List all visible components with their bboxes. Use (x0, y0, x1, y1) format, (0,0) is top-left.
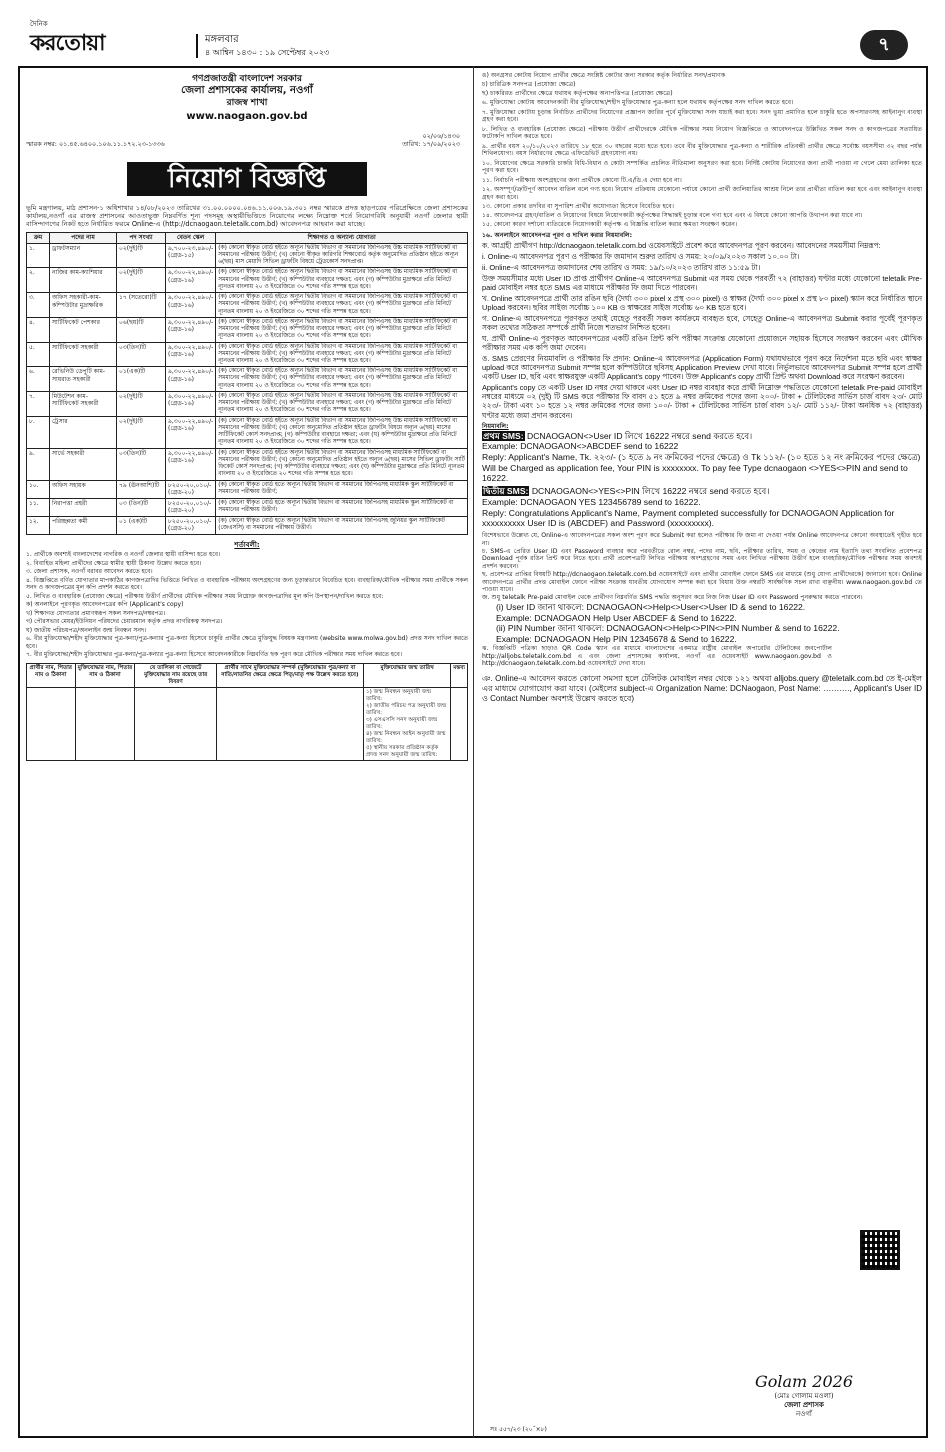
job-scale-cell: ৮২৫০-২০,০১০/- (গ্রেড-২০) (166, 480, 216, 498)
qr-info: ঝ. বিজ্ঞপ্তিটি পত্রিকা ছাড়াও QR Code স্ক্যান এর মাধ্যমে বাংলাদেশের একমাত্র রাষ্ট্রীয় মোবাইল অপারেটর টেলিটকের জবপোর্টাল http://alljobs.teletalk.com.bd এ এবং জেলা প্রশাসকের কার্যালয়, নওগাঁ এর ওয়েবসাইট www.naogaon.gov.bd ও http://dcnaogaon.teletalk.com.bd ওয়েবসাইটে দেখা যাবে। (482, 644, 832, 668)
job-qual-cell: (ক) কোনো স্বীকৃত বোর্ড হইতে অন্যূন দ্বিতীয় বিভাগ বা সমমানের জিপিএসহ উচ্চ মাধ্যমিক সার্টিফিকেট বা সমমানের পরীক্ষায় উত্তীর্ণ; (খ) কম্পিউটার ব্যবহারে দক্ষতা; এবং (গ) কম্পিউটার মুদ্রাক্ষরে প্রতি মিনিটে ন্যূনতম বাংলায় ২০ ও ইংরেজিতে ৩০ শব্দের গতি সম্পন্ন হতে হবে। (216, 391, 468, 416)
gov-title: গণপ্রজাতন্ত্রী বাংলাদেশ সরকার (192, 74, 302, 84)
job-count-cell: ০২(দুই)টি (117, 391, 166, 416)
condition-item: ৬. বীর মুক্তিযোদ্ধা/শহীদ মুক্তিযোদ্ধার পুত্র-কন্যা/পুত্র-কন্যার পুত্র-কন্যা হিসেবে চাকুরি প্রার্থীর ক্ষেত্রে মুক্তিযুদ্ধ বিষয়ক মন্ত্রণালয় (website www.molwa.gov.bd) প্রদত্ত সনদ দাখিল করতে হবে। (26, 635, 468, 650)
job-row (27, 293, 468, 318)
job-post-cell: সার্ভে সহকারী (50, 448, 117, 480)
online-item: ঙ. SMS প্রেরণের নিয়মাবলি ও পরীক্ষার ফি প্রদান: Online-এ আবেদনপত্র (Application Form) যথাযথভাবে পূরণ করে নির্দেশনা মতে ছবি এবং স্বাক্ষর upload করে আবেদনপত্র Submit সম্পন্ন হলে কম্পিউটারে ছবিসহ Application Preview দেখা যাবে। নির্ভুলভাবে আবেদনপত্র Submit সম্পন্ন হলে প্রার্থী একটি User ID, ছবি এবং স্বাক্ষরযুক্ত একটি Applicant's copy পাবেন। উক্ত Applicant's copy প্রার্থী প্রিন্ট অথবা Download করে সংরক্ষণ করবেন। (482, 353, 922, 381)
online-item: ঘ. প্রার্থী Online-এ পূরণকৃত আবেদনপত্রের একটি রঙিন প্রিন্ট কপি পরীক্ষা সংক্রান্ত যেকোনো প্রয়োজনে সহায়ক হিসেবে সংরক্ষণ করবেন এবং মৌখিক পরীক্ষার সময় এক কপি জমা দেবেন। (482, 333, 922, 352)
job-count-cell: ০৩(তিন)টি (117, 342, 166, 367)
page-number-badge: ৭ (860, 30, 908, 60)
job-row (27, 317, 468, 342)
job-row (27, 516, 468, 534)
online-item: গ. Online-এ আবেদনপত্রে পূরণকৃত তথ্যই যেহেতু পরবর্তী সকল কার্যক্রমে ব্যবহৃত হবে, সেহেতু Online-এ আবেদনপত্র Submit করার পূর্বেই পূরণকৃত সকল তথ্যের সঠিকতা সম্পর্কে প্রার্থী নিজে শতভাগ নিশ্চিত হবেন। (482, 313, 922, 332)
condition-item: ৩. জেলা প্রশাসক, নওগাঁ বরাবর আবেদন করতে হবে। (26, 568, 153, 576)
condition-item: খ) শিক্ষাগত যোগ্যতার প্রমাণস্বরূপ সকল সনদপত্র/নম্বরপত্র। (26, 609, 166, 617)
freedom-fighter-table: প্রার্থীর নাম, পিতার নাম ও ঠিকানা মুক্তিযোদ্ধার নাম, পিতার নাম ও ঠিকানা যে তালিকা বা গেজেটে মুক্তিযোদ্ধার নাম রয়েছে তার বিবরণ প্রার্থীর সাথে মুক্তিযোদ্ধার সম্পর্ক (মুক্তিযোদ্ধার পুত্র/কন্যা বা নাতি/নাতনির ক্ষেত্রে ক্ষেত্রে পিতৃ/মাতৃ পক্ষ উল্লেখ করতে হবে) মুক্তিযোদ্ধার জন্ম তারিখ মন্তব্য ১) জন্ম নিবন্ধন অনুযায়ী জন্ম তারিখ: ২) জাতীয় পরিচয় পত্র অনুযায়ী জন্ম তারিখ: ৩) এসএসসি সনদ অনুযায়ী জন্ম তারিখ: ৪) জন্ম নিবন্ধন আইন অনুযায়ী জন্ম তারিখ: ৫) স্থানীয় সরকার প্রতিষ্ঠান কর্তৃক প্রদত্ত সনদ অনুযায়ী জন্ম তারিখ: (26, 663, 468, 761)
job-scale-cell: ৯,৩০০-২২,৪৯০/- (গ্রেড-১৬) (166, 342, 216, 367)
job-scale-cell: ৯,৩০০-২২,৪৯০/- (গ্রেড-১৬) (166, 416, 216, 448)
memo-reference: স্মারক নম্বর: ০১.৪৫.৬৪০০.১০৬.১১.১৭২.২৩-১৩৩৬ (26, 139, 165, 148)
job-qual-cell: (ক) কোনো স্বীকৃত বোর্ড হইতে অন্যূন দ্বিতীয় বিভাগ বা সমমানের জিপিএসহ উচ্চ মাধ্যমিক সার্টিফিকেট বা সমমানের পরীক্ষায় উত্তীর্ণ; (খ) কোনো অনুমোদিত প্রতিষ্ঠান হইতে ড্রাফটিং বিষয়ে অন্যূন ৬(ছয়) মাসের সার্টিফিকেট কোর্স সনদপ্রাপ্ত; (গ) কম্পিউটার ব্যবহারে দক্ষতা; এবং (ঘ) কম্পিউটার মুদ্রাক্ষরে প্রতি মিনিটে ন্যূনতম বাংলায় ২০ ও ইংরেজিতে ৩০ শব্দের গতি সম্পন্ন হতে হবে। (216, 416, 468, 448)
job-row (27, 480, 468, 498)
job-no-cell: ৩. (27, 293, 50, 318)
masthead-small: দৈনিক (30, 20, 48, 28)
instruction-item: ৮. লিখিত ও ব্যবহারিক (প্রযোজ্য ক্ষেত্রে) পরীক্ষায় উত্তীর্ণ প্রার্থীদেরকে মৌখিক পরীক্ষার সময় নিয়োগ বিজ্ঞপ্তিতে ও আবেদনপত্রে উল্লিখিত সকল সনদ ও কাগজপত্রের সত্যায়িত ফটোকপি দাখিল করতে হবে। (482, 125, 922, 141)
job-qual-cell: (ক) কোনো স্বীকৃত বোর্ড হইতে অন্যূন দ্বিতীয় বিভাগ বা সমমানের জিপিএসহ উচ্চ মাধ্যমিক সার্টিফিকেট বা সমমানের পরীক্ষায় উত্তীর্ণ; (খ) কম্পিউটার ব্যবহারে দক্ষতা; এবং (গ) কম্পিউটার মুদ্রাক্ষরে প্রতি মিনিটে ন্যূনতম বাংলায় ২০ ও ইংরেজিতে ৩০ শব্দের গতি সম্পন্ন হতে হবে। (216, 268, 468, 293)
newspaper-header (0, 0, 945, 60)
job-row (27, 448, 468, 480)
contact-info: ঞ. Online-এ আবেদন করতে কোনো সমস্যা হলে টেলিটক মোবাইল নম্বর থেকে ১২১ অথবা alljobs.query @teletalk.com.bd তে ই-মেইল এর মাধ্যমে যোগাযোগ করা যাবে। (মেইলের subject-এ Organization Name: DCNaogaon, Post Name: ………., Applicant's User ID ও Contact Number অবশ্যই উল্লেখ করতে হবে) (482, 674, 922, 704)
signature-block: Golam 2026 (মোঃ গোলাম মওলা) জেলা প্রশাসক নওগাঁ (744, 1372, 864, 1418)
dob-item: ৩) এসএসসি সনদ অনুযায়ী জন্ম তারিখ: (365, 716, 438, 730)
jobs-table (26, 232, 468, 534)
dob-item: ৪) জন্ম নিবন্ধন আইন অনুযায়ী জন্ম তারিখ: (365, 730, 446, 744)
job-qual-cell: (ক) কোনো স্বীকৃত বোর্ড হতে অন্যূন দ্বিতীয় বিভাগ বা সমমানের জিপিএসহ মাধ্যমিক স্কুল সার্টিফিকেট বা সমমানের পরীক্ষায় উত্তীর্ণ; (216, 480, 468, 498)
job-count-cell: ০২(দুই)টি (117, 268, 166, 293)
instructions-list (482, 72, 922, 230)
condition-item: ২. বিবাহিত মহিলা প্রার্থীদের ক্ষেত্রে স্বামীর স্থায়ী ঠিকানা উল্লেখ করতে হবে। (26, 559, 202, 567)
condition-item: ৪. বিজ্ঞপ্তিতে বর্ণিত যোগ্যতার মাপকাঠির কাগজপত্রাদির ভিত্তিতে লিখিত ও ব্যবহারিক পরীক্ষায় অংশগ্রহণের জন্য চূড়ান্তভাবে বিবেচিত হবে। ব্যবহারিক/মৌখিক পরীক্ষার সময় প্রার্থীকে সকল সনদ ও কাগজপত্রের মূল কপি প্রদর্শন করতে হবে। (26, 576, 468, 592)
job-count-cell: ০৩ (তিন)টি (117, 498, 166, 516)
job-row (27, 342, 468, 367)
conditions-title: শর্তাবলী: (234, 540, 260, 549)
job-no-cell: ১০. (27, 480, 50, 498)
instruction-item: ১১. নির্বাচনি পরীক্ষায় অংশগ্রহণের জন্য প্রার্থীকে কোনো টি.এ/ডি.এ দেয়া হবে না। (482, 176, 682, 184)
admit-card-notice: ছ. প্রবেশপত্র প্রাপ্তির বিষয়টি http://dcnaogaon.teletalk.com.bd ওয়েবসাইটে এবং প্রার্থীর মোবাইল ফোনে SMS এর মাধ্যমে (শুধু যোগ্য প্রার্থীদেরকে) জানানো হবে। Online আবেদনপত্রে প্রার্থীর প্রদত্ত মোবাইল ফোনে পরীক্ষা সংক্রান্ত যাবতীয় যোগাযোগ সম্পন্ন করা হবে বিধায় উক্ত নম্বরটি সার্বক্ষণিক সচল রাখা বাঞ্ছনীয়। www.naogaon.gov.bd তে পাওয়া যাবে। (482, 570, 922, 594)
masthead: দৈনিক করতোয়া (30, 20, 105, 56)
dob-item: ২) জাতীয় পরিচয় পত্র অনুযায়ী জন্ম তারিখ: (365, 702, 447, 716)
instruction-item: ৭. মুক্তিযোদ্ধা কোটায় চূড়ান্ত নির্বাচিত প্রার্থীদের নিয়োগের প্রজ্ঞাপন জারির পূর্বে মুক্তিযোদ্ধা সনদ যাচাই করা হবে। সনদ ভুয়া প্রমাণিত হলে চাকুরি হতে অপসারণসহ আইনানুগ ব্যবস্থা গ্রহণ করা হবে। (482, 108, 922, 124)
instruction-item: ঙ) অনগ্রসর কোটায় নিয়োগ প্রার্থীর ক্ষেত্রে সংশ্লিষ্ট কোটার জন্য সরকার কর্তৃক নির্ধারিত সনদ/প্রমাণক (482, 71, 726, 79)
job-count-cell: ০২(দুই)টি (117, 416, 166, 448)
rules-title: নিয়মাবলি: (482, 422, 509, 430)
job-post-cell: অফিস সহায়ক (50, 480, 117, 498)
job-row (27, 416, 468, 448)
online-item: ii. Online-এ আবেদনপত্র জমাদানের শেষ তারিখ ও সময়: ১৯/১০/২০২৩ তারিখ রাত ১১:৫৯ টা। (482, 262, 761, 272)
job-post-cell: নাজির কাম-ক্যাশিয়ার (50, 268, 117, 293)
header-divider (196, 34, 198, 58)
job-post-cell: অফিস সহকারী-কাম-কম্পিউটার মুদ্রাক্ষরিক (50, 293, 117, 318)
job-count-cell: ০৬(ছয়)টি (117, 317, 166, 342)
condition-item: ক) অনলাইনে পূরণকৃত আবেদনপত্রের কপি (Applicant's copy) (26, 601, 184, 609)
job-post-cell: নিরাপত্তা প্রহরী (50, 498, 117, 516)
job-count-cell: ১৭ (সতেরো)টি (117, 293, 166, 318)
instruction-item: ১০. নিয়োগের ক্ষেত্রে সরকারি চাকরি বিধি-বিধান ও কোটা সম্পর্কিত প্রচলিত নীতিমালা অনুসরণ করা হবে। নির্দিষ্ট কোটায় নিয়োগের জন্য প্রার্থী পাওয়া না গেলে মেধা তালিকা হতে পূরণ করা হবে। (482, 159, 922, 175)
header-date: ৪ আশ্বিন ১৪৩০ : ১৯ সেপ্টেম্বর ২০২৩ (205, 48, 330, 57)
job-row (27, 391, 468, 416)
job-row (27, 367, 468, 392)
condition-item: গ) পৌরসভার মেয়র/ইউনিয়ন পরিষদের চেয়ারম্যান কর্তৃক প্রদত্ত নাগরিকত্ব সনদপত্র। (26, 618, 223, 626)
recovery-commands: (i) User ID জানা থাকলে: DCNAOGAON<>Help<>User<>User ID & send to 16222. Example: DCNAOGAON Help User ABCDEF & Send to 16222. (ii) PIN Number জানা থাকলে: DCNAOGAON<>Help<>PIN<>PIN Number & send to 16222. Example: DCNAOGAON Help PIN 12345678 & Send to 16222. (496, 601, 840, 645)
office-website: www.naogaon.gov.bd (186, 111, 308, 122)
instruction-item: ১৩. কোনো প্রকার তদবির বা সুপারিশ প্রার্থীর অযোগ্যতা হিসেবে বিবেচিত হবে। (482, 202, 674, 210)
instruction-item: চ) চারিত্রিক সনদপত্র (প্রযোজ্য ক্ষেত্রে) (482, 80, 576, 88)
instruction-item: ১৪. আবেদনপত্র গ্রহণ/বাতিল ও নিয়োগের বিষয়ে নিয়োগকারী কর্তৃপক্ষের সিদ্ধান্তই চূড়ান্ত বলে গণ্য হবে এবং এ বিষয়ে কোনো আপত্তি উত্থাপন করা যাবে না। (482, 212, 863, 219)
job-scale-cell: ৯,৩০০-২২,৪৯০/- (গ্রেড-১৬) (166, 268, 216, 293)
job-count-cell: ০২(দুই)টি (117, 243, 166, 268)
memo-line (26, 130, 468, 156)
job-post-cell: সার্টিফিকেট সহকারী (50, 342, 117, 367)
job-no-cell: ২. (27, 268, 50, 293)
job-count-cell: ০১ (এক)টি (117, 516, 166, 534)
job-scale-cell: ৯,৩০০-২২,৪৯০/- (গ্রেড-১৬) (166, 293, 216, 318)
job-no-cell: ৯. (27, 448, 50, 480)
job-count-cell: ০৩(তিন)টি (117, 448, 166, 480)
job-scale-cell: ৯,৩০০-২২,৪৯০/- (গ্রেড-১৬) (166, 391, 216, 416)
instruction-item: ৯. প্রার্থীর বয়স ২০/১০/২০২৩ তারিখে ১৮ হতে ৩০ বছরের মধ্যে হতে হবে। তবে বীর মুক্তিযোদ্ধার পুত্র-কন্যা ও শারীরিক প্রতিবন্ধী প্রার্থীর ক্ষেত্রে সর্বোচ্চ বয়সসীমা ৩২ বছর পর্যন্ত শিথিলযোগ্য। বয়স নির্ধারণের ক্ষেত্রে এফিডেভিট গ্রহণযোগ্য নয়। (482, 142, 922, 158)
instruction-item: ছ) চাকরিরত প্রার্থীদের ক্ষেত্রে যথাযথ কর্তৃপক্ষের অনাপত্তিপত্র (প্রযোজ্য ক্ষেত্রে) (482, 90, 673, 97)
notice-title: নিয়োগ বিজ্ঞপ্তি (127, 162, 367, 196)
job-count-cell: ০১(এক)টি (117, 367, 166, 392)
job-no-cell: ৫. (27, 342, 50, 367)
job-no-cell: ১২. (27, 516, 50, 534)
job-row (27, 268, 468, 293)
job-scale-cell: ৯,৭০০-২৩,৪৯০/- (গ্রেড-১৫) (166, 243, 216, 268)
job-row (27, 243, 468, 268)
job-qual-cell: (ক) কোনো স্বীকৃত বোর্ড হতে অন্যূন দ্বিতীয় বিভাগ বা সমমানের জিপিএসহ মাধ্যমিক স্কুল সার্টিফিকেট বা সমমানের পরীক্ষায় উত্তীর্ণ। (216, 498, 468, 516)
job-post-cell: সার্টিফিকেট পেশকার (50, 317, 117, 342)
job-scale-cell: ৯,৩০০-২২,৪৯০/- (গ্রেড-১৬) (166, 448, 216, 480)
memo-date: ০২/০৬/১৪৩০ তারিখ: ১৭/০৯/২০২৩ (402, 131, 460, 148)
job-qual-cell: (ক) কোনো স্বীকৃত বোর্ড হইতে অন্যূন দ্বিতীয় বিভাগ বা সমমানের জিপিএসহ মাধ্যমিক সার্টিফিকেট বা সমমানের পরীক্ষায় উত্তীর্ণ; (খ) কোনো অনুমোদিত প্রতিষ্ঠান হইতে অন্যূন ৬(ছয়) মাসের সিভিল ড্রাফটিং সার্টি ফিকেট কোর্স সনদপ্রাপ্ত; (গ) কম্পিউটার ব্যবহারে দক্ষতা; এবং (ঘ) কম্পিউটার মুদ্রাক্ষরে প্রতি মিনিটে ন্যূনতম বাংলায় ২০ ও ইংরেজিতে ২০ শব্দের গতি সম্পন্ন হতে হবে। (216, 448, 468, 480)
job-post-cell: রেভিনিউ ডেপুটি কাম-সায়রাত সহকারী (50, 367, 117, 392)
job-count-cell: ৭৯ (ঊনআশি)টি (117, 480, 166, 498)
online-item: i. Online-এ আবেদনপত্র পূরণ ও পরীক্ষার ফি জমাদান শুরুর তারিখ ও সময়: ২০/০৯/২০২৩ সকাল ১০.০০ টা। (482, 252, 800, 261)
job-qual-cell: (ক) কোনো স্বীকৃত বোর্ড হতে অন্যূন দ্বিতীয় বিভাগ বা সমমানের জিপিএসহ জুনিয়র স্কুল সার্টিফিকেট (জেএসসি) বা সমমানের পরীক্ষায় উত্তীর্ণ। (216, 516, 468, 534)
condition-item: ৭. বীর মুক্তিযোদ্ধা/শহীদ মুক্তিযোদ্ধার পুত্র-কন্যা/পুত্র-কন্যার পুত্র-কন্যা হিসেবে আবেদনকারীকে নিম্নবর্ণিত ছক পূরণ করে মৌখিক পরীক্ষার সময় দাখিল করতে হবে। (26, 651, 402, 659)
notice-intro: ভূমি মন্ত্রণালয়, মাঠ প্রশাসন-১ অধিশাখার ১৪/০৮/২০২৩ তারিখের ৩১.০০.০০০০.০৪৬.১১.০০৬.১৯.৩০১ নম্বর স্মারকে প্রদত্ত ছাড়পত্রের পরিপ্রেক্ষিতে জেলা প্রশাসকের কার্যালয়,নওগাঁ এর রাজস্ব প্রশাসনের আওতাভুক্ত নিম্নবর্ণিত শূন্য পদসমূহ অস্থায়ীভিত্তিতে নিয়োগের লক্ষ্যে নিম্নোক্ত শর্তে নিয়োগবিধি অনুযায়ী নওগাঁ জেলার স্থায়ী বাসিন্দাগণের নিকট হতে নির্ধারিত ফরমে Online-এ (http://dcnaogaon.teletalk.com.bd) আবেদনপত্র আহবান করা যাচ্ছে। (26, 203, 468, 228)
job-no-cell: ৬. (27, 367, 50, 392)
job-scale-cell: ৮২৫০-২০,০১০/- (গ্রেড-২০) (166, 498, 216, 516)
dob-item: ৫) স্থানীয় সরকার প্রতিষ্ঠান কর্তৃক প্রদত্ত সনদ অনুযায়ী জন্ম তারিখ: (365, 744, 439, 758)
job-qual-cell: (ক) কোনো স্বীকৃত বোর্ড হইতে অন্যূন দ্বিতীয় বিভাগ বা সমমানের জিপিএসহ উচ্চ মাধ্যমিক সার্টিফিকেট বা সমমানের পরীক্ষায় উত্তীর্ণ; (খ) কম্পিউটার ব্যবহারে দক্ষতা; এবং (গ) কম্পিউটার মুদ্রাক্ষরে প্রতি মিনিটে ন্যূনতম বাংলায় ২০ ও ইংরেজিতে ৩০ শব্দের গতি সম্পন্ন হতে হবে। (216, 317, 468, 342)
job-post-cell: ট্রেসার (50, 416, 117, 448)
job-post-cell: ড্রাফটসম্যান (50, 243, 117, 268)
job-qual-cell: (ক) কোনো স্বীকৃত বোর্ড হইতে অন্যূন দ্বিতীয় বিভাগ বা সমমানের জিপিএসহ উচ্চ মাধ্যমিক সার্টিফিকেট বা সমমানের পরীক্ষায় উত্তীর্ণ; (খ) কোনো স্বীকৃত কারিগরি শিক্ষাবোর্ড কর্তৃক অনুমোদিত প্রতিষ্ঠান হইতে অন্যূন ৬(ছয়) মাস মেয়াদি সিভিল ড্রাফটিং বিষয়ে ট্রেডকোর্স সনদপ্রাপ্ত। (216, 243, 468, 268)
sms-rules: প্রথম SMS: DCNAOGAON<>User ID লিখে 16222 নম্বরে send করতে হবে। Example: DCNAOGAON<>ABCDEF send to 16222 Reply: Applicant's Name, Tk. ২২৩/- (১ হতে ৯ নং ক্রমিকের পদের ক্ষেত্রে) ও Tk ১১২/- (১০ হতে ১২ নং ক্রমিকের পদের ক্ষেত্রে) Will be Charged as application fee, Your PIN is xxxxxxxx. To pay fee Type dcnaogaon <>YES<>PIN and send to 16222. দ্বিতীয় SMS: DCNAOGAON<>YES<>PIN লিখে 16222 নম্বরে send করতে হবে। Example: DCNAOGAON YES 123456789 send to 16222. Reply: Congratulations Applicant's Name, Payment completed successfully for DCNAOGAON Application for xxxxxxxxxx User ID is (ABCDEF) and Password (xxxxxxxxx). (482, 430, 921, 529)
column-divider (473, 66, 474, 1438)
office-name: জেলা প্রশাসকের কার্যালয়, নওগাঁ (181, 85, 313, 97)
recovery-info: জ. শুধু teletalk Pre-paid মোবাইল থেকে প্রার্থীগণ নিম্নবর্ণিত SMS পদ্ধতি অনুসরণ করে নিজ নিজ User ID এবং Password পুনরুদ্ধার করতে পারবেন। (482, 594, 863, 602)
ad-code: সঃ ৫৫৭/২৩ (২০˝×৮) (490, 1426, 547, 1433)
job-qual-cell: (ক) কোনো স্বীকৃত বোর্ড হইতে অন্যূন দ্বিতীয় বিভাগ বা সমমানের জিপিএসহ উচ্চ মাধ্যমিক সার্টিফিকেট বা সমমানের পরীক্ষায় উত্তীর্ণ; (খ) কম্পিউটার ব্যবহারে দক্ষতা; এবং (গ) কম্পিউটার মুদ্রাক্ষরে প্রতি মিনিটে ন্যূনতম বাংলায় ২০ ও ইংরেজিতে ৩০ শব্দের গতি সম্পন্ন হতে হবে। (216, 342, 468, 367)
job-post-cell: মিউটেশন কাম-সার্টিফিকেট সহকারী (50, 391, 117, 416)
branch-name: রাজস্ব শাখা (226, 97, 268, 108)
job-scale-cell: ৮২৫০-২০,০১০/- (গ্রেড-২০) (166, 516, 216, 534)
instruction-item: ১৫. কোনো কারণ দর্শানো ব্যতিরেকে নিয়োগকারী কর্তৃপক্ষ এ বিজ্ঞপ্তি বাতিল করার ক্ষমতা সংরক্ষণ করেন। (482, 221, 738, 229)
job-qual-cell: (ক) কোনো স্বীকৃত বোর্ড হইতে অন্যূন দ্বিতীয় বিভাগ বা সমমানের জিপিএসহ উচ্চ মাধ্যমিক সার্টিফিকেট বা সমমানের পরীক্ষায় উত্তীর্ণ; (খ) কম্পিউটার ব্যবহারে দক্ষতা; এবং (গ) কম্পিউটার মুদ্রাক্ষরে প্রতি মিনিটে ন্যূনতম বাংলায় ২০ ও ইংরেজিতে ৩০ শব্দের গতি সম্পন্ন হতে হবে। (216, 367, 468, 392)
online-item: ক. আগ্রহী প্রার্থীগণ http://dcnaogaon.teletalk.com.bd ওয়েবসাইটে প্রবেশ করে আবেদনপত্র পূরণ করবেন। আবেদনের সময়সীমা নিম্নরূপ: (482, 241, 881, 251)
online-apply-title: ১৬. অনলাইনে আবেদনপত্র পূরণ ও দাখিল করার নিয়মাবলি: (482, 232, 633, 239)
jobs-table-header: ক্রম পদের নাম পদ সংখ্যা বেতন স্কেল শিক্ষাগত ও অন্যান্য যোগ্যতা (27, 233, 468, 244)
note-submit: বিশেষভাবে উল্লেখ্য যে, Online-এ আবেদনপত্রের সকল অংশ পূরণ করে Submit করা হলেও পরীক্ষার ফি জমা না দেওয়া পর্যন্ত Online আবেদনপত্র কোনো অবস্থাতেই গৃহীত হবে না। (482, 532, 922, 547)
instruction-item: ৬. মুক্তিযোদ্ধা কোটায় আবেদনকারী বীর মুক্তিযোদ্ধা/শহীদ মুক্তিযোদ্ধার পুত্র-কন্যা হলে যথাযথ কর্তৃপক্ষের সনদ দাখিল করতে হবে। (482, 99, 794, 107)
online-item: খ. Online আবেদনপত্রে প্রার্থী তার রঙিন ছবি (দৈর্ঘ্য ৩০০ pixel x প্রস্থ ৩০০ pixel) ও স্বাক্ষর (দৈর্ঘ্য ৩০০ pixel x প্রস্থ ৮০ pixel) স্ক্যান করে নির্ধারিত স্থানে Upload করবেন। ছবির সাইজ সর্বোচ্চ ১০০ KB ও স্বাক্ষরের সাইজ সর্বোচ্চ ৬০ KB হতে হবে। (482, 293, 922, 312)
job-scale-cell: ৯,৩০০-২২,৪৯০/- (গ্রেড-১৬) (166, 367, 216, 392)
condition-item: ঘ) জাতীয় পরিচয়পত্র/অনলাইন জন্ম নিবন্ধন সনদ। (26, 626, 147, 634)
dob-item: ১) জন্ম নিবন্ধন অনুযায়ী জন্ম তারিখ: (365, 688, 432, 702)
job-no-cell: ১. (27, 243, 50, 268)
signature: Golam 2026 (754, 1372, 854, 1391)
left-column (26, 70, 468, 761)
online-apply-list (482, 241, 922, 420)
job-post-cell: পরিচ্ছন্নতা কর্মী (50, 516, 117, 534)
job-qual-cell: (ক) কোনো স্বীকৃত বোর্ড হইতে অন্যূন দ্বিতীয় বিভাগ বা সমমানের জিপিএসহ উচ্চ মাধ্যমিক সার্টিফিকেট বা সমমানের পরীক্ষায় উত্তীর্ণ; (খ) কম্পিউটার ব্যবহারে দক্ষতা; এবং (গ) কম্পিউটার মুদ্রাক্ষরে প্রতি মিনিটে ন্যূনতম বাংলায় ২০ ও ইংরেজিতে ৩০ শব্দের গতি সম্পন্ন হতে হবে। (216, 293, 468, 318)
qr-code-icon (860, 1230, 900, 1270)
online-item: উক্ত সময়সীমার মধ্যে User ID প্রাপ্ত প্রার্থীগণ Online-এ আবেদনপত্র Submit এর সময় থেকে পরবর্তী ৭২ (বাহাত্তর) ঘণ্টার মধ্যে যেকোনো teletalk Pre-paid মোবাইল নম্বর হতে SMS এর মাধ্যমে পরীক্ষার ফি জমা দিতে পারবেন। (482, 273, 922, 292)
conditions-list (26, 551, 468, 659)
instruction-item: ১২. অসম্পূর্ণ/ত্রুটিপূর্ণ আবেদন বাতিল বলে গণ্য হবে। নিয়োগ প্রক্রিয়ায় যেকোনো পর্যায়ে কোনো প্রার্থী জালিয়াতির আশ্রয় নিলে তার প্রার্থীতা বাতিল করা হবে এবং আইনানুগ ব্যবস্থা গ্রহণ করা হবে। (482, 185, 922, 201)
condition-item: ১. প্রার্থীকে অবশ্যই বাংলাদেশের নাগরিক ও নওগাঁ জেলার স্থায়ী বাসিন্দা হতে হবে। (26, 551, 221, 559)
job-no-cell: ৪. (27, 317, 50, 342)
header-day: মঙ্গলবার (205, 34, 239, 45)
job-no-cell: ৭. (27, 391, 50, 416)
dob-list (363, 687, 450, 760)
condition-item: ৫. লিখিত ও ব্যবহারিক (প্রযোজ্য ক্ষেত্রে) পরীক্ষায় উত্তীর্ণ প্রার্থীদের মৌখিক পরীক্ষার সময় নিম্নোক্ত কাগজপত্রাদির মূল কপি উপস্থাপন/দাখিল করতে হবে: (26, 592, 384, 600)
job-no-cell: ১১. (27, 498, 50, 516)
right-column (482, 70, 922, 704)
online-item: Applicant's copy তে একটি User ID নম্বর দেয়া থাকবে এবং User ID নম্বর ব্যবহার করে প্রার্থী নিম্নোক্ত পদ্ধতিতে যেকোনো teletalk Pre-paid মোবাইল নম্বরের মাধ্যমে ০২ (দুই) টি SMS করে পরীক্ষার ফি বাবদ ৫১ হতে ৯ নম্বর ক্রমিকের পদের জন্য ২০০/- টাকা + টেলিটকের সার্ভিস চার্জ বাবদ ২৩/- মোট ২২৩/- টাকা এবং ১০ হতে ১২ নম্বর ক্রমিকের পদের জন্য ১০০/- টাকা + টেলিটকের সার্ভিস চার্জ বাবদ ১২/- মোট ১১২/- টাকা অনধিক ৭২ (বাহাত্তর) ঘণ্টার মধ্যে জমা প্রদান করবেন। (482, 382, 922, 420)
job-no-cell: ৮. (27, 416, 50, 448)
job-row (27, 498, 468, 516)
job-scale-cell: ৯,৩০০-২২,৪৯০/- (গ্রেড-১৬) (166, 317, 216, 342)
admit-card-info: চ. SMS-এ প্রেরিত User ID এবং Password ব্যবহার করে পরবর্তীতে রোল নম্বর, পদের নাম, ছবি, পরীক্ষার তারিখ, সময় ও কেন্দ্রের নাম ইত্যাদি তথ্য সংবলিত প্রবেশপত্র Download পূর্বক রঙিন প্রিন্ট করে নিতে হবে। প্রার্থী প্রবেশপত্রটি লিখিত পরীক্ষায় অংশগ্রহণের সময় এবং লিখিত পরীক্ষায় উত্তীর্ণ হলে ব্যবহারিক/মৌখিক পরীক্ষার সময় অবশ্যই প্রদর্শন করবেন। (482, 547, 922, 571)
